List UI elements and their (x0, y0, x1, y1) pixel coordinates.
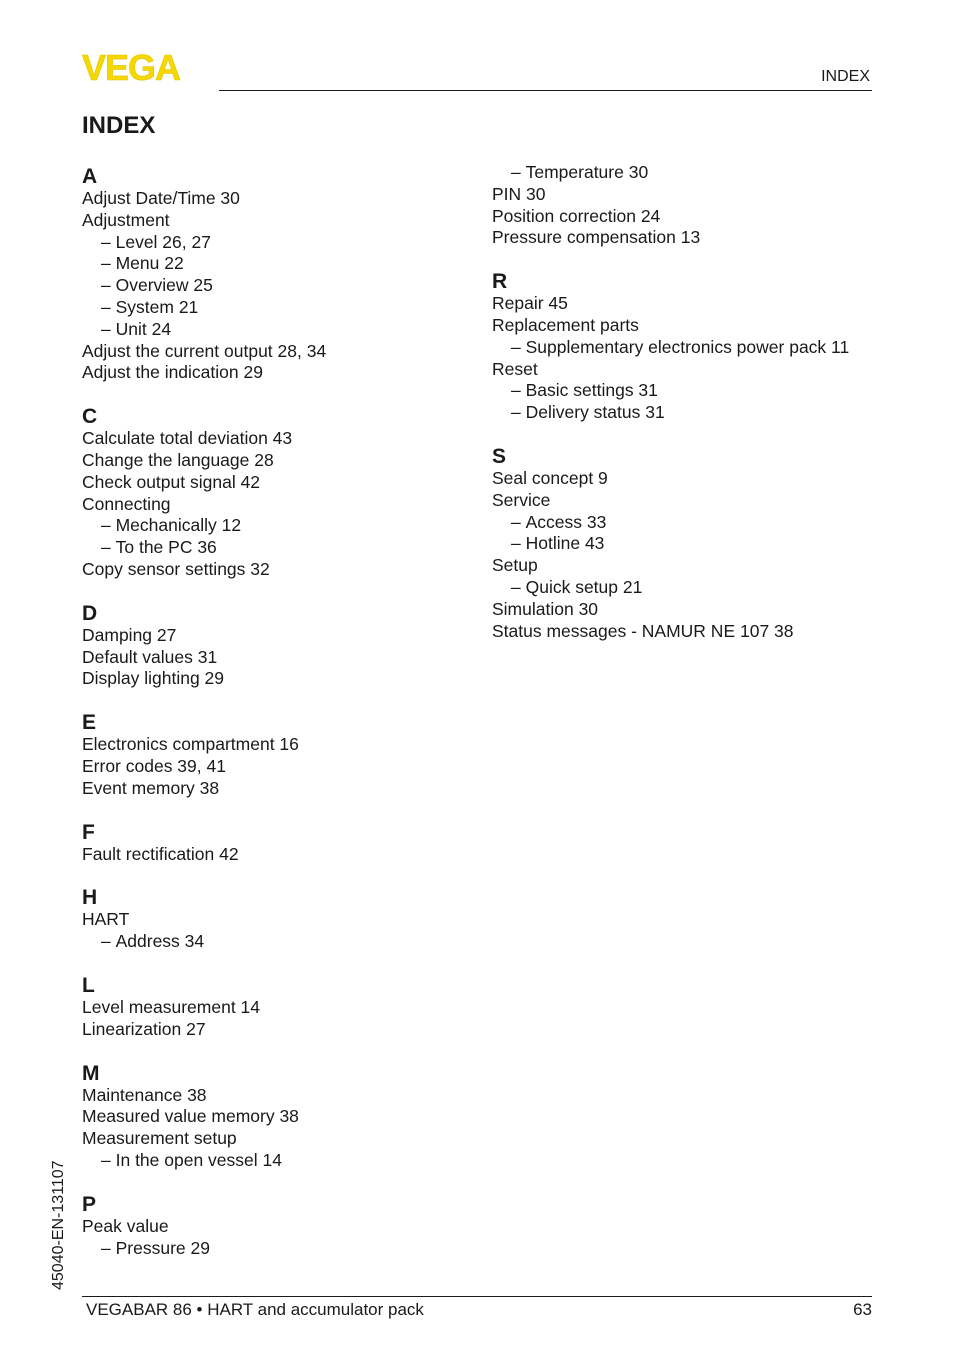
page-title: INDEX (82, 112, 156, 139)
section-letter: C (82, 405, 98, 429)
index-entry: Level measurement 14 (82, 996, 261, 1017)
header-rule (219, 90, 872, 91)
index-entry: Pressure compensation 13 (492, 227, 701, 248)
index-subentry: – Menu 22 (82, 253, 462, 275)
section-letter: S (492, 444, 507, 468)
logo-text: VEGA (82, 52, 181, 82)
index-entry: Repair 45 (492, 293, 568, 314)
index-subentry: – Mechanically 12 (82, 515, 462, 537)
section-letter: F (82, 820, 95, 844)
index-entry: Maintenance 38 (82, 1084, 207, 1105)
index-subentry: – Unit 24 (82, 319, 462, 341)
document-code: 45040-EN-131107 (50, 1160, 67, 1290)
index-entry: Setup (492, 555, 538, 576)
index-entry: HART (82, 909, 130, 930)
section-letter: H (82, 886, 98, 910)
footer-doc-title: VEGABAR 86 • HART and accumulator pack (86, 1300, 424, 1319)
index-subentry: – Address 34 (82, 931, 462, 953)
index-subentry: – Temperature 30 (492, 162, 872, 184)
section-letter: L (82, 973, 95, 997)
index-entry: Display lighting 29 (82, 668, 225, 689)
index-subentry: – Access 33 (492, 512, 872, 534)
index-subentry: – Quick setup 21 (492, 577, 872, 599)
index-section (82, 601, 462, 690)
section-letter: D (82, 601, 98, 625)
index-subentry: – Pressure 29 (82, 1238, 462, 1260)
index-entry: Adjust Date/Time 30 (82, 188, 240, 208)
index-entry: Service (492, 489, 551, 510)
index-entry: Reset (492, 358, 538, 379)
index-subentry: – To the PC 36 (82, 537, 462, 559)
index-entry: Damping 27 (82, 624, 177, 645)
index-column-left (82, 164, 462, 1279)
index-entry: Check output signal 42 (82, 471, 261, 492)
index-entry: Fault rectification 42 (82, 843, 239, 864)
header-section-label: INDEX (821, 68, 870, 85)
index-subentry: – In the open vessel 14 (82, 1150, 462, 1172)
section-letter: R (492, 270, 508, 294)
index-entry: Seal concept 9 (492, 467, 608, 488)
index-entry: Measurement setup (82, 1128, 237, 1149)
index-subentry: – Supplementary electronics power pack 11 (492, 337, 872, 359)
vega-logo (82, 52, 212, 82)
index-entry: Default values 31 (82, 646, 218, 667)
index-section (492, 269, 872, 424)
index-subentry: – Delivery status 31 (492, 402, 872, 424)
footer-rule (82, 1296, 872, 1297)
index-subentry: – Basic settings 31 (492, 380, 872, 402)
index-section (82, 973, 462, 1041)
index-section (82, 404, 462, 581)
index-subentry: – Level 26, 27 (82, 232, 462, 254)
index-entry: Calculate total deviation 43 (82, 428, 293, 449)
index-section (82, 1192, 462, 1260)
index-entry: Change the language 28 (82, 449, 274, 470)
index-section (82, 820, 462, 866)
page-number: 63 (853, 1300, 872, 1319)
section-letter: A (82, 165, 98, 188)
section-letter: E (82, 711, 97, 735)
index-entry: Position correction 24 (492, 205, 661, 226)
index-section (82, 710, 462, 799)
index-entry: Status messages - NAMUR NE 107 38 (492, 620, 794, 641)
index-entry: Connecting (82, 493, 171, 514)
index-entry: Adjustment (82, 209, 170, 230)
index-entry: Peak value (82, 1215, 169, 1236)
index-entry: Replacement parts (492, 314, 639, 335)
index-section (82, 885, 462, 953)
index-section (492, 444, 872, 642)
index-entry: Measured value memory 38 (82, 1106, 299, 1127)
index-entry: PIN 30 (492, 183, 546, 204)
index-section (82, 1061, 462, 1172)
index-entry: Simulation 30 (492, 598, 599, 619)
section-letter: M (82, 1061, 100, 1085)
index-entry: Adjust the current output 28, 34 (82, 340, 327, 361)
index-section (492, 162, 872, 249)
index-entry: Electronics compartment 16 (82, 734, 299, 755)
section-letter: P (82, 1192, 97, 1216)
index-subentry: – Overview 25 (82, 275, 462, 297)
index-entry: Copy sensor settings 32 (82, 558, 270, 579)
index-entry: Event memory 38 (82, 777, 220, 798)
index-column-right (492, 162, 872, 662)
index-subentry: – System 21 (82, 297, 462, 319)
index-entry: Adjust the indication 29 (82, 362, 263, 383)
index-section (82, 164, 462, 384)
index-subentry: – Hotline 43 (492, 533, 872, 555)
index-entry: Error codes 39, 41 (82, 755, 226, 776)
index-entry: Linearization 27 (82, 1018, 206, 1039)
